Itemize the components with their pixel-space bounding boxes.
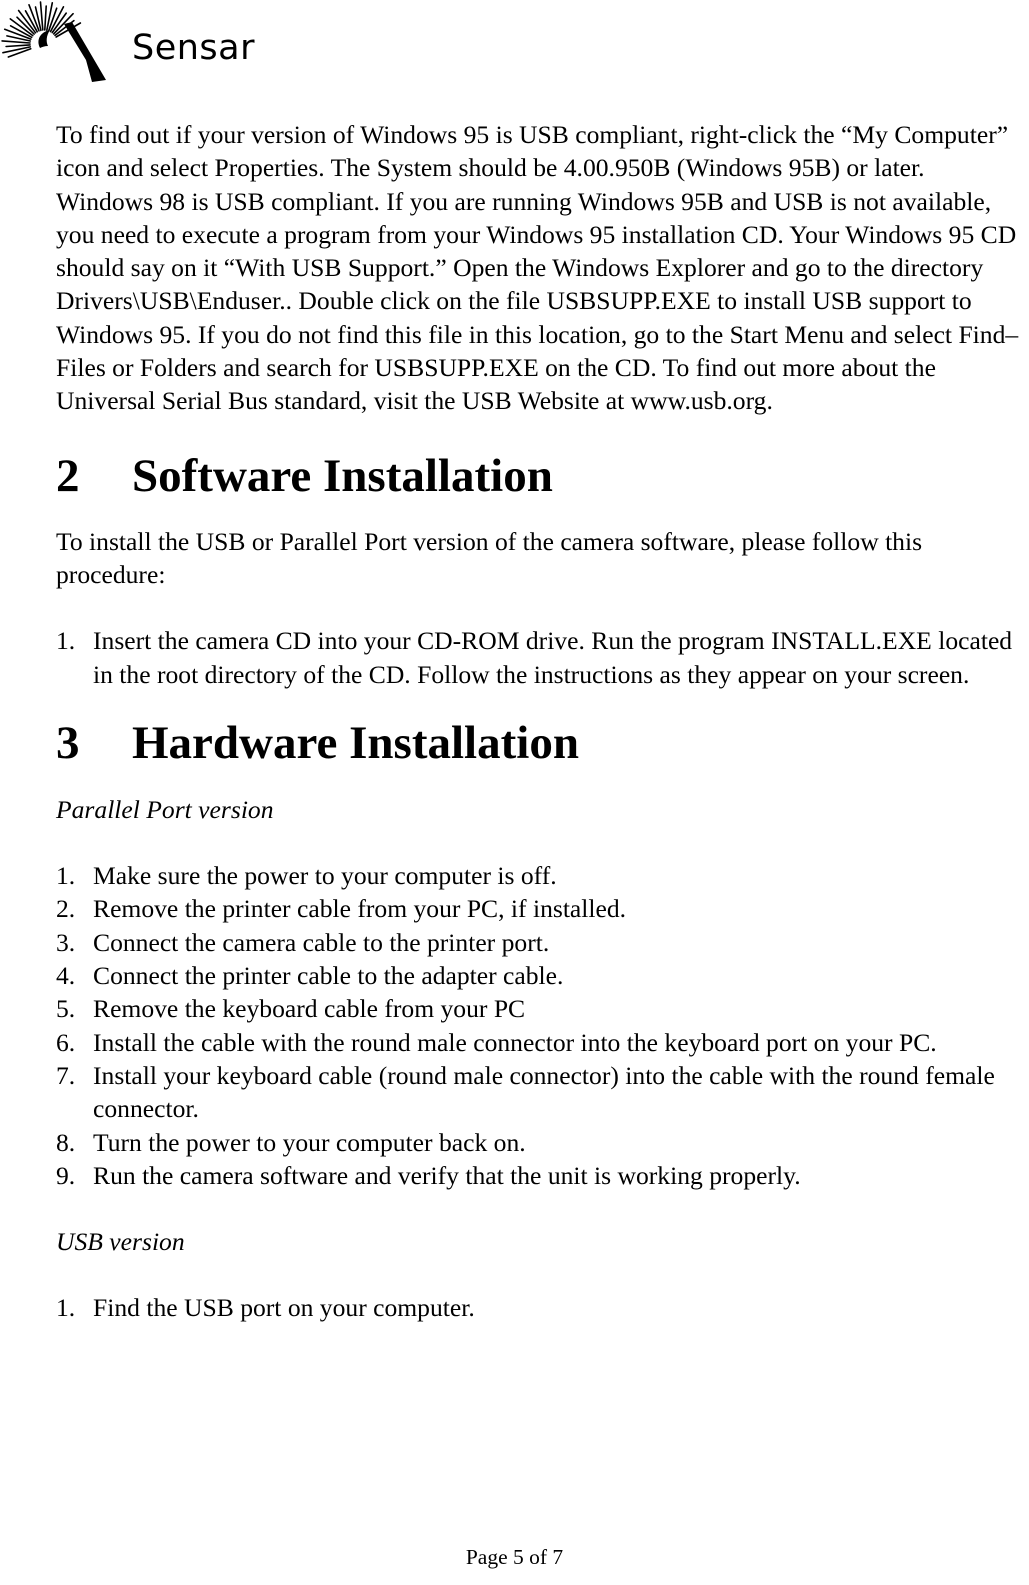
list-item: 5. Remove the keyboard cable from your PC <box>56 994 526 1024</box>
list-item: 7. Install your keyboard cable (round male connector) into the cable with the round female connector. <box>56 1060 995 1124</box>
list-item: 3. Connect the camera cable to the printer port. <box>56 927 550 957</box>
section-number: 2 <box>56 449 80 502</box>
list-item: 1. Find the USB port on your computer. <box>56 1293 475 1323</box>
page-content <box>56 118 1022 1325</box>
list-item: 2. Remove the printer cable from your PC, if installed. <box>56 894 627 924</box>
list-item: 6. Install the cable with the round male connector into the keyboard port on your PC. <box>56 1027 937 1057</box>
usb-compliance-paragraph: To find out if your version of Windows 95 is USB compliant, right-click the “My Computer” icon and select Properties. The System should be 4.00.950B (Windows 95B) or later. Windows 98 is USB compliant. If you are running Windows 95B and USB is not available, you need to execute a program from your Windows 95 installation CD. Your Windows 95 CD should say on it “With USB Support.” Open the Windows Explorer and go to the directory Drivers\USB\Enduser.. Double click on the file USBSUPP.EXE to install USB support to Windows 95. If you do not find this file in this location, go to the Start Menu and select Find–Files or Folders and search for USBSUPP.EXE on the CD. To find out more about the Universal Serial Bus standard, visit the USB Website at www.usb.org. <box>56 120 1019 416</box>
list-item: 8. Turn the power to your computer back on. <box>56 1127 526 1157</box>
section-title: Software Installation <box>132 449 553 502</box>
software-intro-paragraph: To install the USB or Parallel Port version of the camera software, please follow this procedure: <box>56 526 923 589</box>
software-steps-list <box>56 624 1022 691</box>
sensar-starburst-logo-icon <box>0 0 110 86</box>
section-title: Hardware Installation <box>132 716 579 769</box>
section-number: 3 <box>56 716 80 769</box>
list-item: 1. Make sure the power to your computer is off. <box>56 861 557 891</box>
brand-name: Sensar <box>132 28 256 68</box>
header-logo <box>0 0 300 90</box>
usb-steps-list <box>56 1291 1022 1324</box>
list-item: 1. Insert the camera CD into your CD-ROM drive. Run the program INSTALL.EXE located in the root directory of the CD. Follow the instructions as they appear on your screen. <box>56 626 1013 689</box>
parallel-steps-list <box>56 859 1022 1192</box>
section-heading-software <box>56 448 1022 504</box>
list-item: 4. Connect the printer cable to the adapter cable. <box>56 961 564 991</box>
usb-version-subheading: USB version <box>56 1227 185 1257</box>
page-number: Page 5 of 7 <box>465 1545 564 1569</box>
section-heading-hardware <box>56 715 1022 771</box>
list-item: 9. Run the camera software and verify that the unit is working properly. <box>56 1160 801 1190</box>
parallel-port-subheading: Parallel Port version <box>56 794 274 824</box>
